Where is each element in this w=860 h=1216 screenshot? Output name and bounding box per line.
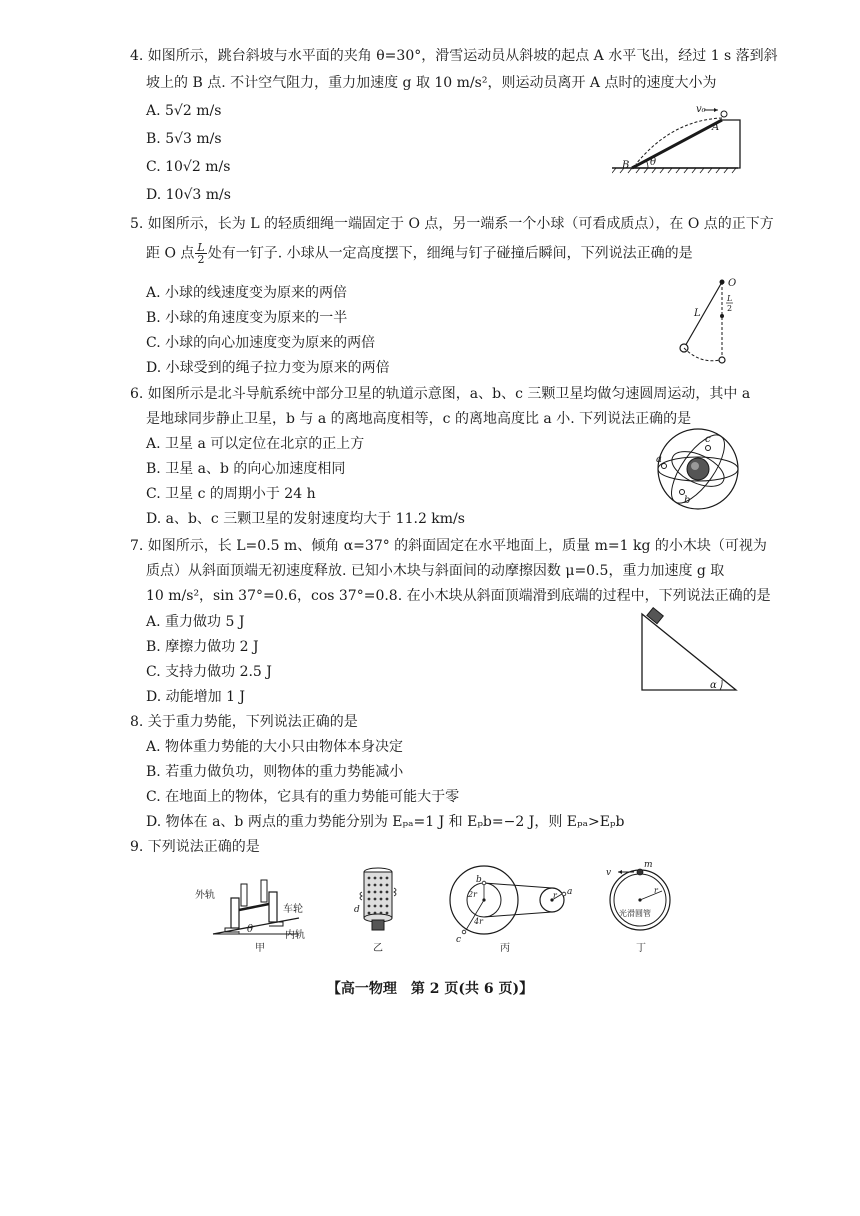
q4-option-a: A. 5√2 m/s bbox=[146, 103, 222, 119]
q5-stem-line2-pre: 距 O 点 bbox=[146, 245, 195, 262]
q4-option-c: C. 10√2 m/s bbox=[146, 159, 231, 175]
q5-option-c: C. 小球的向心加速度变为原来的两倍 bbox=[146, 335, 376, 351]
q4-option-d: D. 10√3 m/s bbox=[146, 187, 231, 203]
q5-fraction bbox=[195, 242, 206, 265]
q9-jia-outer-rail-label: 外轨 bbox=[195, 890, 215, 901]
q5-stem-line1: 5. 如图所示，长为 L 的轻质细绳一端固定于 O 点，另一端系一个小球（可看成质点），在 O 点的正下方 bbox=[130, 216, 774, 232]
q8-option-a: A. 物体重力势能的大小只由物体本身决定 bbox=[146, 739, 404, 755]
q6-option-a: A. 卫星 a 可以定位在北京的正上方 bbox=[146, 436, 365, 452]
q6-stem-line1: 6. 如图所示是北斗导航系统中部分卫星的轨道示意图，a、b、c 三颗卫星均做匀速圆周运动，其中 a bbox=[130, 386, 751, 402]
q5-fig-half-den: 2 bbox=[727, 304, 733, 313]
q6-fig-c-label: c bbox=[705, 434, 711, 445]
q9-yi-d-label: d bbox=[354, 905, 360, 915]
q5-option-b: B. 小球的角速度变为原来的一半 bbox=[146, 310, 348, 326]
q9-jia-wheel-label: 车轮 bbox=[283, 904, 303, 915]
q5-fraction-denominator: 2 bbox=[197, 253, 205, 266]
q4-ski-slope-figure bbox=[612, 100, 742, 176]
q5-stem-line2 bbox=[146, 242, 693, 265]
q7-stem-line3: 10 m/s²，sin 37°=0.6，cos 37°=0.8. 在小木块从斜面顶端滑到底端的过程中，下列说法正确的是 bbox=[146, 588, 771, 604]
q6-fig-b-label: b bbox=[684, 495, 691, 506]
q8-option-b: B. 若重力做负功，则物体的重力势能减小 bbox=[146, 764, 404, 780]
q9-figure-jia-railway bbox=[195, 862, 307, 954]
q4-fig-b-label: B bbox=[622, 160, 630, 171]
q9-bing-c-label: c bbox=[456, 935, 462, 945]
q6-option-b: B. 卫星 a、b 的向心加速度相同 bbox=[146, 461, 346, 477]
q8-option-c: C. 在地面上的物体，它具有的重力势能可能大于零 bbox=[146, 789, 460, 805]
page-footer: 【高一物理 第 2 页(共 6 页)】 bbox=[326, 981, 534, 997]
q9-ding-tube-label: 光滑圆管 bbox=[619, 909, 651, 918]
q6-option-c: C. 卫星 c 的周期小于 24 h bbox=[146, 486, 316, 502]
q9-bing-b-label: b bbox=[476, 875, 482, 885]
q9-bing-2r-label: 2r bbox=[468, 890, 477, 899]
q5-fig-o-label: O bbox=[728, 278, 737, 289]
q9-ding-caption: 丁 bbox=[636, 943, 646, 954]
q9-bing-r-label: r bbox=[553, 891, 557, 900]
q6-satellite-orbits-figure bbox=[650, 426, 746, 512]
q9-jia-inner-rail-label: 内轨 bbox=[285, 930, 305, 941]
q9-figure-bing-belt-wheels bbox=[446, 862, 576, 954]
q7-option-b: B. 摩擦力做功 2 J bbox=[146, 639, 259, 655]
q9-yi-caption: 乙 bbox=[373, 943, 383, 954]
q5-fraction-numerator: L bbox=[197, 241, 205, 254]
q5-option-a: A. 小球的线速度变为原来的两倍 bbox=[146, 285, 348, 301]
q4-fig-a-label: A bbox=[712, 122, 720, 133]
q5-option-d: D. 小球受到的绳子拉力变为原来的两倍 bbox=[146, 360, 390, 376]
q7-stem-line2: 质点）从斜面顶端无初速度释放. 已知小木块与斜面间的动摩擦因数 μ=0.5，重力加速度 g 取 bbox=[146, 563, 725, 579]
q4-fig-v0-label: v₀ bbox=[696, 104, 706, 115]
q9-ding-m-label: m bbox=[644, 860, 653, 870]
q7-option-d: D. 动能增加 1 J bbox=[146, 689, 246, 705]
q4-fig-theta-label: θ bbox=[650, 157, 657, 168]
q7-option-a: A. 重力做功 5 J bbox=[146, 614, 245, 630]
q5-stem-line2-post: 处有一钉子. 小球从一定高度摆下，细绳与钉子碰撞后瞬间，下列说法正确的是 bbox=[207, 245, 693, 262]
q9-stem-line1: 9. 下列说法正确的是 bbox=[130, 839, 260, 855]
q9-bing-caption: 丙 bbox=[500, 943, 510, 954]
q6-fig-a-label: a bbox=[656, 454, 662, 465]
q8-stem-line1: 8. 关于重力势能，下列说法正确的是 bbox=[130, 714, 358, 730]
q9-jia-caption: 甲 bbox=[255, 943, 265, 954]
q5-fig-l-label: L bbox=[694, 308, 701, 319]
q4-stem-line2: 坡上的 B 点. 不计空气阻力，重力加速度 g 取 10 m/s²，则运动员离开 A 点时的速度大小为 bbox=[146, 75, 717, 91]
q7-fig-alpha-label: α bbox=[710, 680, 717, 691]
q9-ding-r-label: r bbox=[654, 886, 658, 895]
q5-pendulum-figure bbox=[672, 276, 752, 372]
q7-stem-line1: 7. 如图所示，长 L=0.5 m、倾角 α=37° 的斜面固定在水平地面上，质量 m=1 kg 的小木块（可视为 bbox=[130, 538, 767, 554]
q4-stem-line1: 4. 如图所示，跳台斜坡与水平面的夹角 θ=30°，滑雪运动员从斜坡的起点 A 水平飞出，经过 1 s 落到斜 bbox=[130, 48, 778, 64]
q7-option-c: C. 支持力做功 2.5 J bbox=[146, 664, 272, 680]
q4-option-b: B. 5√3 m/s bbox=[146, 131, 222, 147]
q9-bing-a-label: a bbox=[567, 887, 573, 897]
q9-jia-theta-label: θ bbox=[247, 924, 254, 935]
q9-ding-v-label: v bbox=[606, 868, 612, 878]
q5-fig-half-num: L bbox=[727, 294, 733, 303]
q9-bing-4r-label: 4r bbox=[474, 917, 483, 926]
q9-figure-ding-circular-tube bbox=[600, 856, 680, 954]
q9-figure-yi-spin-dryer bbox=[350, 862, 406, 954]
q7-incline-figure bbox=[636, 604, 740, 694]
q8-option-d: D. 物体在 a、b 两点的重力势能分别为 Eₚₐ=1 J 和 Eₚb=−2 J，则 Eₚₐ>Eₚb bbox=[146, 814, 625, 830]
q6-stem-line2: 是地球同步静止卫星，b 与 a 的离地高度相等，c 的离地高度比 a 小. 下列说法正确的是 bbox=[146, 411, 692, 427]
q6-option-d: D. a、b、c 三颗卫星的发射速度均大于 11.2 km/s bbox=[146, 511, 465, 527]
